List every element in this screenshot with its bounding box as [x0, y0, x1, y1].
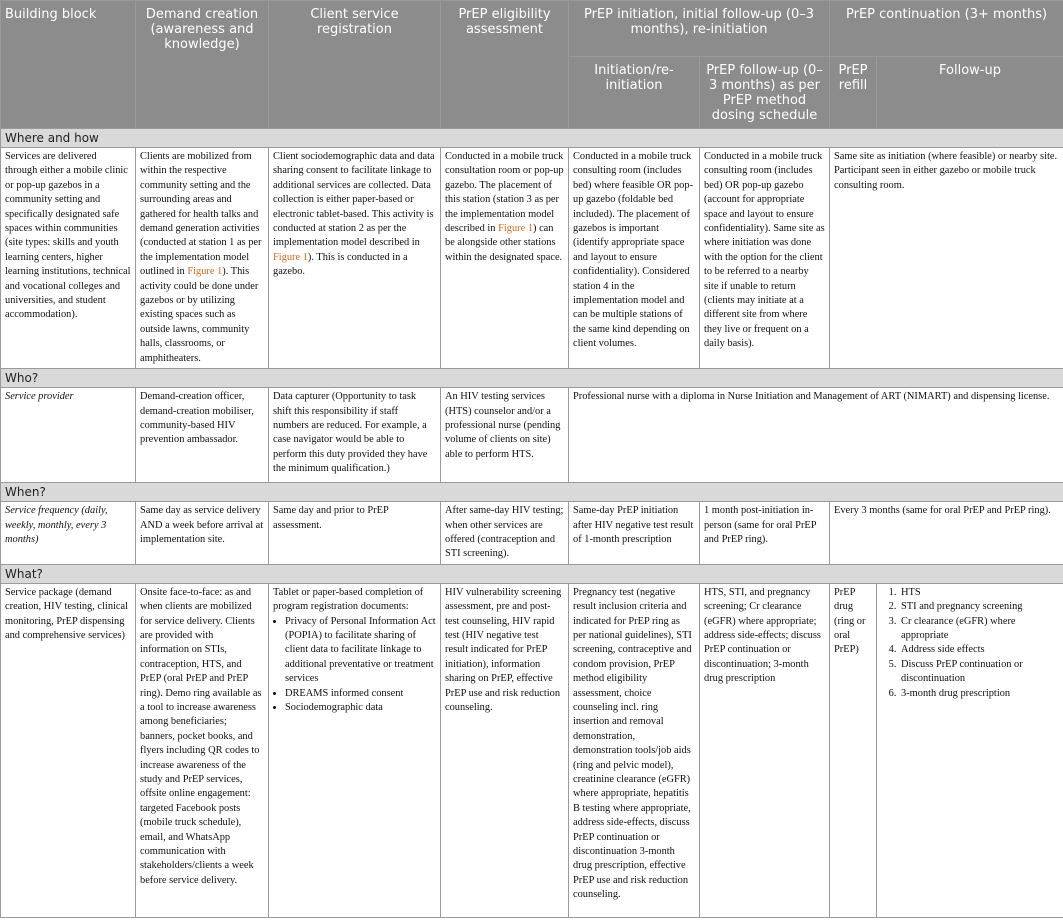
figure-1-link[interactable]: Figure 1 — [187, 266, 223, 278]
header-client-registration: Client service registration — [269, 1, 441, 129]
section-when: When? — [1, 483, 1063, 502]
list-item: 1. HTS — [899, 586, 1059, 600]
what-building-cell: Service package (demand creation, HIV testing, clinical monitoring, PrEP dispensing and comprehensive services) — [1, 583, 136, 917]
header-initiation: Initiation/re-initiation — [569, 57, 700, 129]
header-initiation-group: PrEP initiation, initial follow-up (0–3 months), re-initiation — [569, 1, 830, 57]
section-who: Who? — [1, 369, 1063, 388]
when-demand-cell: Same day as service delivery AND a week before arrival at implementation site. — [136, 502, 269, 565]
list-item: • Privacy of Personal Information Act (POPIA) to facilitate sharing of client data to facilitate linkage to additional preventative or treatment services — [285, 615, 436, 687]
section-what: What? — [1, 564, 1063, 583]
where-eligibility-cell: Conducted in a mobile truck consultation room or pop-up gazebo. The placement of this station (station 3 as per the implementation model described in Figure 1) can be alongside other stations within the designated space. — [441, 148, 569, 369]
header-demand-creation: Demand creation (awareness and knowledge) — [136, 1, 269, 129]
when-eligibility-cell: After same-day HIV testing; when other services are offered (contraception and STI screening). — [441, 502, 569, 565]
when-initiation-cell: Same-day PrEP initiation after HIV negative test result of 1-month prescription — [569, 502, 700, 565]
what-refill-cell: PrEP drug (ring or oral PrEP) — [830, 583, 877, 917]
who-eligibility-cell: An HIV testing services (HTS) counselor and/or a professional nurse (pending volume of clients on site) able to perform HTS. — [441, 388, 569, 483]
list-item: • Sociodemographic data — [285, 701, 436, 715]
header-followup: Follow-up — [877, 57, 1063, 129]
section-where: Where and how — [1, 129, 1063, 148]
header-refill: PrEP refill — [830, 57, 877, 129]
figure-1-link[interactable]: Figure 1 — [273, 251, 308, 263]
client-doc-list — [273, 615, 436, 716]
list-item: 3. Cr clearance (eGFR) where appropriate — [899, 615, 1059, 644]
who-building-cell: Service provider — [1, 388, 136, 483]
where-client-cell: Client sociodemographic data and data sharing consent to facilitate linkage to additional services are collected. Data collection is either paper-based or electronic tablet-based. This activity is conducted at station 2 as per the implementation model described in Figure 1). This is conducted in a gazebo. — [269, 148, 441, 369]
figure-1-link[interactable]: Figure 1 — [498, 223, 534, 235]
list-item: 4. Address side effects — [899, 643, 1059, 657]
what-client-cell — [269, 583, 441, 917]
header-eligibility: PrEP eligibility assessment — [441, 1, 569, 129]
what-client-intro: Tablet or paper-based completion of program registration documents: — [273, 586, 424, 613]
header-followup-0-3: PrEP follow-up (0–3 months) as per PrEP method dosing schedule — [700, 57, 830, 129]
what-continuation-followup-cell — [877, 583, 1063, 917]
what-demand-cell: Onsite face-to-face: as and when clients are mobilized for service delivery. Clients are provided with information on STIs, contraception, HTS, and PrEP (oral PrEP and PrEP ring). Demo ring available as a tool to increase awareness among beneficiaries; banners, pocket books, and flyers including QR codes to increase awareness of the study and PrEP services, offsite online engagement: targeted Facebook posts (mobile truck schedule), email, and WhatsApp communication with stakeholders/clients a week before service delivery. — [136, 583, 269, 917]
what-initiation-cell: Pregnancy test (negative result inclusion criteria and indicated for PrEP ring as per national guidelines), STI screening, contraceptive and condom provision, PrEP method eligibility assessment, choice counseling incl. ring insertion and removal demonstration, demonstration tools/job aids (ring and pelvic model), creatinine clearance (eGFR) where appropriate, hepatitis B testing where appropriate, address side-effects, discuss PrEP continuation or discontinuation 3-month drug prescription, effective PrEP use and risk reduction counseling. — [569, 583, 700, 917]
when-continuation-cell: Every 3 months (same for oral PrEP and PrEP ring). — [830, 502, 1063, 565]
who-demand-cell: Demand-creation officer, demand-creation mobiliser, community-based HIV prevention ambassador. — [136, 388, 269, 483]
where-followup-cell: Conducted in a mobile truck consulting room (includes bed) OR pop-up gazebo (account for appropriate space and layout to ensure confidentiality). Same site as where initiation was done with the option for the client to be referred to a nearby site if unable to return (clients may initiate at a different site from where they live or frequent on a daily basis). — [700, 148, 830, 369]
when-followup-cell: 1 month post-initiation in-person (same for oral PrEP and PrEP ring). — [700, 502, 830, 565]
list-item: • DREAMS informed consent — [285, 687, 436, 701]
where-initiation-cell: Conducted in a mobile truck consulting room (includes bed) where feasible OR pop-up gazebo (foldable bed included). The placement of gazebos is important (identify appropriate space and layout to ensure confidentiality). Considered station 4 in the implementation model and can be multiple stations of the same kind depending on client volumes. — [569, 148, 700, 369]
when-client-cell: Same day and prior to PrEP assessment. — [269, 502, 441, 565]
list-item: 5. Discuss PrEP continuation or discontinuation — [899, 658, 1059, 687]
header-continuation-group: PrEP continuation (3+ months) — [830, 1, 1063, 57]
followup-list — [881, 586, 1059, 701]
who-nurse-cell: Professional nurse with a diploma in Nurse Initiation and Management of ART (NIMART) and dispensing license. — [569, 388, 1063, 483]
where-continuation-cell: Same site as initiation (where feasible) or nearby site. Participant seen in either gazebo or mobile truck consulting room. — [830, 148, 1063, 369]
when-building-cell: Service frequency (daily, weekly, monthly, every 3 months) — [1, 502, 136, 565]
what-followup-cell: HTS, STI, and pregnancy screening; Cr clearance (eGFR) where appropriate; address side-effects; discuss PrEP continuation or discontinuation; 3-month drug prescription — [700, 583, 830, 917]
list-item: 6. 3-month drug prescription — [899, 687, 1059, 701]
who-client-cell: Data capturer (Opportunity to task shift this responsibility if staff numbers are reduced. For example, a case navigator would be able to perform this duty provided they have the minimum qualification.) — [269, 388, 441, 483]
what-eligibility-cell: HIV vulnerability screening assessment, pre and post-test counseling, HIV rapid test (HIV negative test result indicated for PrEP initiation), information sharing on PrEP, effective PrEP use and risk reduction counseling. — [441, 583, 569, 917]
list-item: 2. STI and pregnancy screening — [899, 600, 1059, 614]
where-demand-cell: Clients are mobilized from within the respective community setting and the surrounding areas and gathered for health talks and demand generation activities (conducted at station 1 as per the implementation model outlined in Figure 1). This activity could be done under gazebos or by utilizing existing spaces such as outside lawns, community halls, classrooms, or amphitheaters. — [136, 148, 269, 369]
where-building-cell: Services are delivered through either a mobile clinic or pop-up gazebos in a community setting and specifically designated safe spaces within communities (site types: skills and youth learning centers, higher learning institutions, technical and vocational colleges and universities, and student accommodation). — [1, 148, 136, 369]
header-building-block: Building block — [1, 1, 136, 129]
